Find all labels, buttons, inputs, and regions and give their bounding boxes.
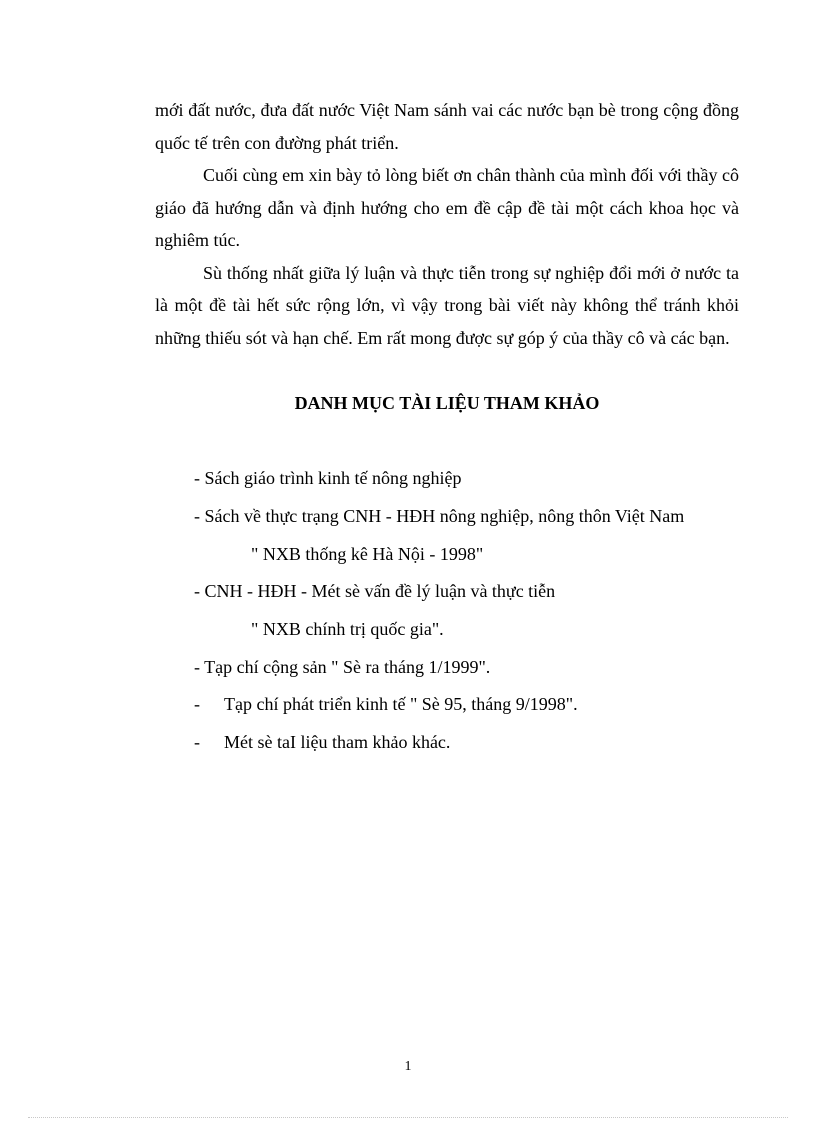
paragraph-continuation: mới đất nước, đưa đất nước Việt Nam sánh vai các nước bạn bè trong cộng đồng quốc tế trên con đường phát triển. [155,100,739,153]
paragraph-conclusion: Sù thống nhất giữa lý luận và thực tiễn trong sự nghiệp đổi mới ở nước ta là một đề tài hết sức rộng lớn, vì vậy trong bài viết này không thể tránh khỏi những thiếu sót và hạn chế. Em rất mong được sự góp ý của thầy cô và các bạn. [155,262,739,348]
reference-text: Tạp chí phát triển kinh tế " Sè 95, tháng 9/1998". [224,694,578,714]
body-text [155,94,739,354]
list-dash: - [194,732,200,752]
reference-text: Mét sè taI liệu tham khảo khác. [224,732,451,752]
page-number: 1 [404,1059,412,1074]
reference-item [194,730,450,754]
references-heading: DANH MỤC TÀI LIỆU THAM KHẢO [294,393,600,413]
page-bottom-rule [28,1117,788,1118]
reference-item: - Tạp chí cộng sản " Sè ra tháng 1/1999". [194,657,491,677]
list-dash: - [194,694,200,714]
reference-publisher: " NXB chính trị quốc gia". [251,619,444,639]
reference-item: - Sách giáo trình kinh tế nông nghiệp [194,468,462,488]
paragraph-acknowledgement: Cuối cùng em xin bày tỏ lòng biết ơn chân thành của mình đối với thầy cô giáo đã hướng dẫn và định hướng cho em đề cập đề tài một cách khoa học và nghiêm túc. [155,165,739,250]
reference-publisher: " NXB thống kê Hà Nội - 1998" [251,544,484,564]
reference-item: - Sách về thực trạng CNH - HĐH nông nghiệp, nông thôn Việt Nam [194,506,685,526]
reference-item: - CNH - HĐH - Mét sè vấn đề lý luận và thực tiễn [194,581,556,601]
reference-item [194,692,578,716]
